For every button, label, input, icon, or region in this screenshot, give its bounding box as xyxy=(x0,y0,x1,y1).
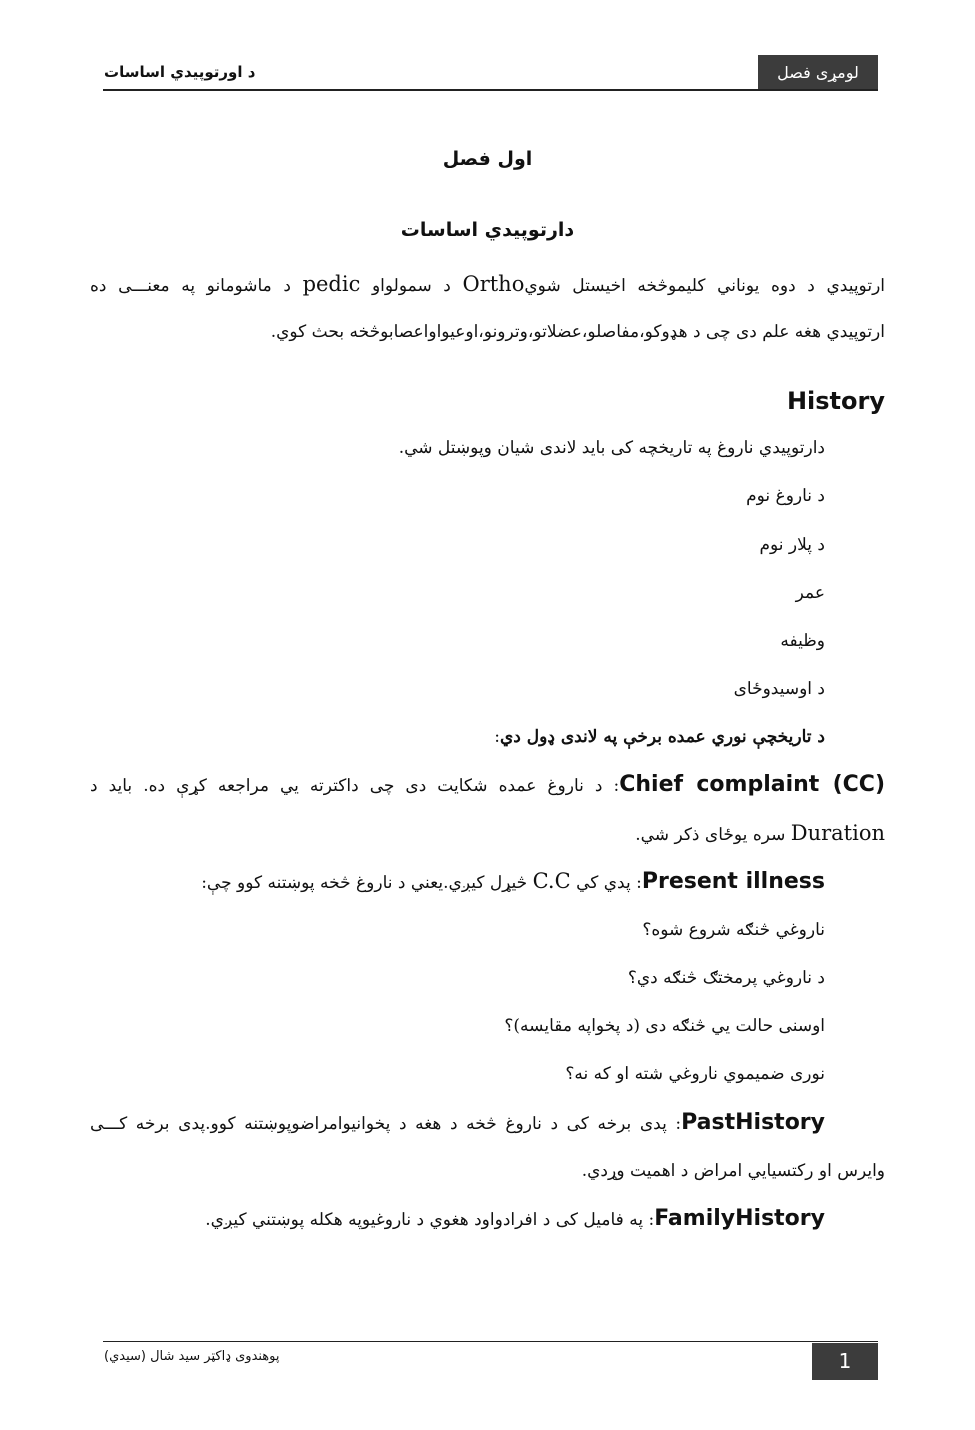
chief-complaint-text-2: سره یوځای ذکر شي. xyxy=(635,825,791,845)
intro-text-start: ارتوپیدي د دوه یوناني کلیموڅخه اخیستل شوي xyxy=(524,276,886,296)
chapter-title: اول فصل xyxy=(442,148,533,170)
main-parts-line xyxy=(90,721,825,753)
intro-paragraph-line-2: ارتوپیدي هغه علم دی چی د هډوکو،مفاصلو،عضلاتو،وترونو،اوعیواواعصابوڅخه بحث کوي. xyxy=(270,322,885,342)
present-illness-question: د ناروغي پرمختګ څنګه دي؟ xyxy=(627,968,825,988)
chief-complaint-line-1 xyxy=(90,769,885,801)
present-illness-text-2: څیړل کیږي.یعني د ناروغ څخه پوښتنه کوو چې: xyxy=(201,873,533,893)
intro-text-mid: د سمولواو xyxy=(360,276,463,296)
main-parts-colon: : xyxy=(494,727,500,747)
chief-complaint-term: Chief complaint (CC) xyxy=(619,772,885,797)
intro-paragraph-line-1 xyxy=(90,268,885,300)
family-history-text: : په فامیل کی د افرادواود هغوي د ناروغیوپه هکله پوښتني کیږي. xyxy=(205,1210,655,1230)
present-illness-text-1: : پدي کي xyxy=(570,873,642,893)
past-history-line-2: وایرس او رکتسیایي امراض د اهمیت وړدي. xyxy=(581,1161,885,1181)
family-history-term: FamilyHistory xyxy=(654,1206,825,1231)
history-list-item: د اوسیدوځای xyxy=(733,679,825,699)
running-header-chapter-tab: لومړی فصل xyxy=(758,55,878,91)
main-parts-heading: د تاریخچې نوري عمده برخې په لاندی ډول دي xyxy=(499,727,825,747)
history-list-item: د ناروغ نوم xyxy=(746,486,825,506)
present-illness-line xyxy=(90,865,825,897)
history-heading: History xyxy=(786,387,885,415)
page-number: 1 xyxy=(812,1343,878,1380)
term-pedic: pedic xyxy=(302,272,361,296)
term-ortho: Ortho xyxy=(462,272,525,296)
family-history-line xyxy=(90,1203,825,1235)
past-history-line-1 xyxy=(90,1107,885,1139)
history-list-item: وظیفه xyxy=(780,631,825,651)
footer-divider xyxy=(103,1341,878,1342)
cc-term: C.C xyxy=(532,869,571,893)
present-illness-term: Present illness xyxy=(641,869,825,894)
history-list-item: د پلار نوم xyxy=(759,535,825,555)
present-illness-question: اوسنی حالت یي څنګه دی (د پخواپه مقایسه)؟ xyxy=(504,1016,825,1036)
present-illness-question: ناروغي څنګه شروع شوه؟ xyxy=(642,920,825,940)
chief-complaint-text: : د ناروغ عمده شکایت دی چی داکترته یي مراجعه کړې ده. باید د xyxy=(90,776,620,796)
past-history-text: : پدی برخه کی د ناروغ څخه د هغه د پخوانیوامراضوپوښتنه کوو.پدی برخه کـــی xyxy=(90,1114,682,1134)
section-title: دارتوپیدي اساسات xyxy=(400,219,575,241)
history-list-item: عمر xyxy=(795,583,825,603)
past-history-term: PastHistory xyxy=(681,1110,825,1135)
running-header-book-title: د اورتوپیدي اساسات xyxy=(104,63,256,81)
header-divider xyxy=(103,89,878,91)
history-intro-line: دارتوپیدي ناروغ په تاریخچه کی باید لاندی شیان وپوښتل شي. xyxy=(398,438,825,458)
chief-complaint-line-2 xyxy=(90,817,885,849)
present-illness-question: نوری ضمیموي ناروغي شته او که نه؟ xyxy=(565,1064,825,1084)
footer-author: پوهندوی ډاکټر سید شال (سیدي) xyxy=(104,1349,280,1364)
intro-text-end: د ماشومانو په معنـــی ده xyxy=(90,276,303,296)
duration-term: Duration xyxy=(790,821,885,845)
